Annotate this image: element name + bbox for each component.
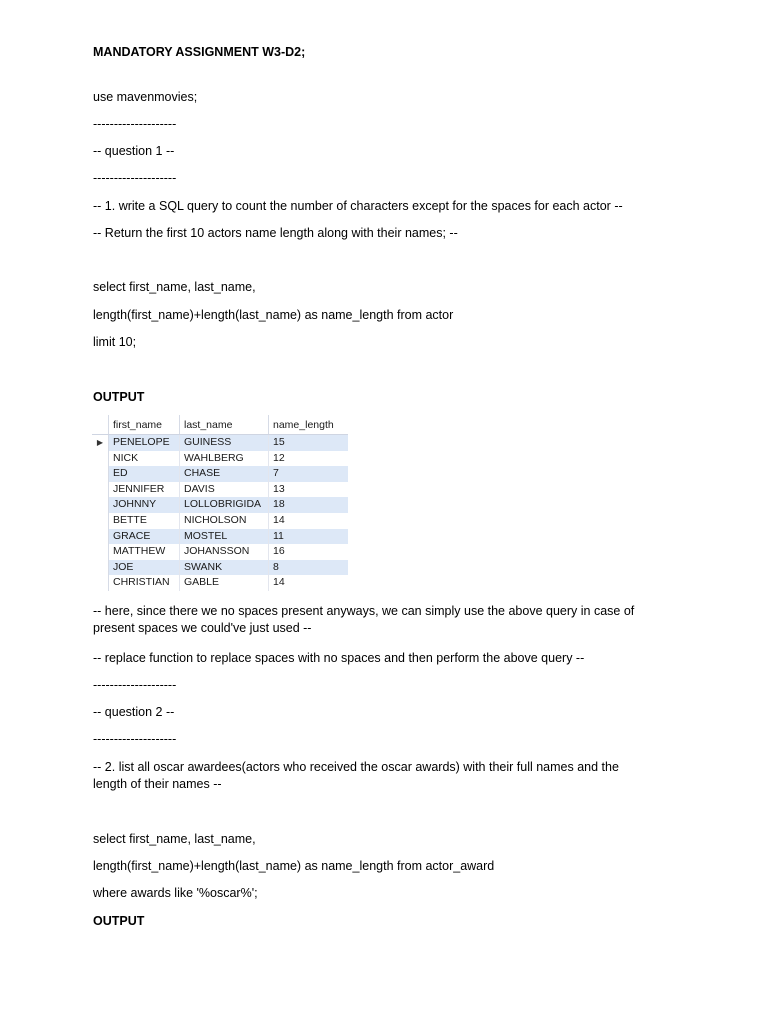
table-cell[interactable]: 7 [269, 466, 349, 482]
result-grid-header [92, 415, 348, 435]
sql-line: length(first_name)+length(last_name) as name_length from actor [93, 308, 454, 322]
table-cell[interactable]: DAVIS [180, 482, 269, 498]
note-text: -- here, since there we no spaces present anyways, we can simply use the above query in case of present spaces we could've just used -- [93, 604, 635, 635]
sql-line: length(first_name)+length(last_name) as name_length from actor_award [93, 859, 495, 873]
sql-line: select first_name, last_name, [93, 832, 256, 846]
output-label: OUTPUT [93, 914, 145, 928]
column-header[interactable]: last_name [180, 415, 269, 435]
table-row[interactable] [92, 513, 348, 529]
table-cell[interactable]: MATTHEW [109, 544, 180, 560]
question-1-heading: -- question 1 -- [93, 144, 175, 158]
row-header-corner [92, 415, 109, 435]
table-cell[interactable]: CHASE [180, 466, 269, 482]
row-selector[interactable] [92, 560, 109, 576]
table-row[interactable] [92, 544, 348, 560]
table-cell[interactable]: GUINESS [180, 435, 269, 451]
table-cell[interactable]: 14 [273, 576, 285, 589]
table-cell[interactable]: 11 [269, 529, 349, 545]
use-statement: use mavenmovies; [93, 90, 198, 104]
note-text: -- replace function to replace spaces with no spaces and then perform the above query -- [93, 651, 585, 665]
table-row[interactable] [92, 560, 348, 576]
question-1-text: -- 1. write a SQL query to count the number of characters except for the spaces for each actor -- [93, 199, 623, 213]
question-2-text: -- 2. list all oscar awardees(actors who received the oscar awards) with their full names and the length of their names -- [93, 760, 619, 791]
table-cell[interactable]: LOLLOBRIGIDA [180, 497, 269, 513]
table-cell[interactable]: 14 [273, 513, 285, 526]
table-cell[interactable]: GRACE [109, 529, 180, 545]
question-1-subtext: -- Return the first 10 actors name length along with their names; -- [93, 226, 458, 240]
row-selector[interactable] [92, 513, 109, 529]
separator: -------------------- [93, 117, 177, 131]
separator: -------------------- [93, 732, 177, 746]
table-cell[interactable]: GABLE [180, 575, 269, 591]
row-selector[interactable] [92, 451, 109, 467]
table-cell[interactable]: JOHNNY [109, 497, 180, 513]
table-cell[interactable]: BETTE [109, 513, 180, 529]
table-cell[interactable]: 13 [273, 482, 285, 495]
row-selector[interactable] [92, 482, 109, 498]
table-cell[interactable]: 8 [269, 560, 349, 576]
table-cell[interactable]: 16 [273, 545, 285, 558]
table-row[interactable] [92, 575, 348, 591]
table-cell[interactable]: JOE [109, 560, 180, 576]
row-selector[interactable] [92, 575, 109, 591]
table-cell[interactable]: 18 [269, 497, 349, 513]
question-2-heading: -- question 2 -- [93, 705, 175, 719]
document-title: MANDATORY ASSIGNMENT W3-D2; [93, 45, 306, 59]
table-cell[interactable]: JENNIFER [109, 482, 180, 498]
table-cell[interactable]: NICHOLSON [180, 513, 269, 529]
table-cell[interactable]: WAHLBERG [180, 451, 269, 467]
table-cell[interactable]: ED [109, 466, 180, 482]
row-selector[interactable] [92, 544, 109, 560]
table-cell[interactable]: PENELOPE [109, 435, 180, 451]
table-cell[interactable]: SWANK [180, 560, 269, 576]
table-cell[interactable]: CHRISTIAN [109, 575, 180, 591]
table-cell[interactable]: 15 [269, 435, 349, 451]
row-selector[interactable] [92, 497, 109, 513]
separator: -------------------- [93, 171, 177, 185]
column-header[interactable]: first_name [109, 415, 180, 435]
table-row[interactable] [92, 451, 348, 467]
result-grid [92, 415, 348, 591]
sql-line: where awards like '%oscar%'; [93, 886, 258, 900]
row-selector[interactable]: ▶ [92, 435, 109, 451]
separator: -------------------- [93, 678, 177, 692]
sql-line: select first_name, last_name, [93, 280, 256, 294]
table-cell[interactable]: JOHANSSON [180, 544, 269, 560]
sql-line: limit 10; [93, 335, 137, 349]
column-header[interactable]: name_length [269, 415, 349, 435]
row-selector[interactable] [92, 466, 109, 482]
output-label: OUTPUT [93, 390, 145, 404]
table-row[interactable] [92, 497, 348, 513]
table-cell[interactable]: 12 [273, 451, 285, 464]
table-row[interactable] [92, 529, 348, 545]
table-row[interactable] [92, 435, 348, 451]
table-cell[interactable]: MOSTEL [180, 529, 269, 545]
row-selector[interactable] [92, 529, 109, 545]
table-row[interactable] [92, 482, 348, 498]
table-row[interactable] [92, 466, 348, 482]
table-cell[interactable]: NICK [109, 451, 180, 467]
